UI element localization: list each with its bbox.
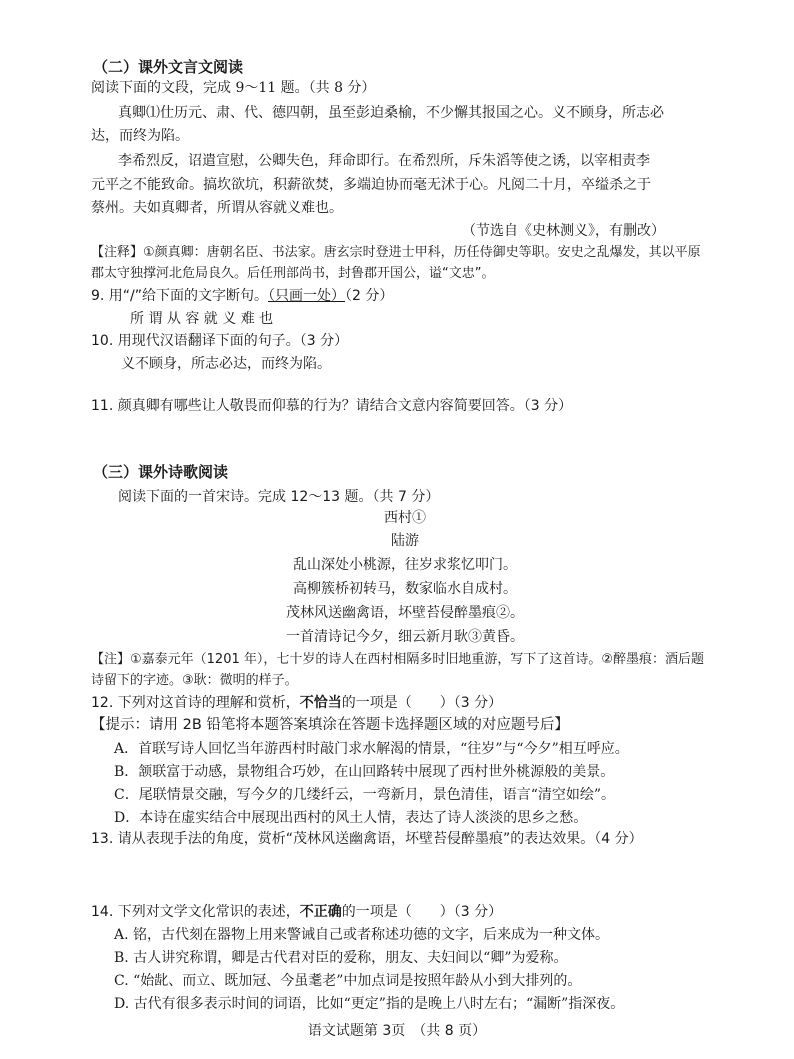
passage-line: 达，而终为陷。 (91, 128, 189, 144)
question-10: 10. 用现代汉语翻译下面的句子。（3 分） (91, 333, 349, 349)
poem-note-line: 诗留下的字迹。③耿：微明的样子。 (91, 673, 298, 688)
poem-line: 茂林风送幽禽语，坏壁苔侵醉墨痕②。 (286, 605, 524, 621)
question-14-emphasis: 不正确 (299, 904, 342, 920)
passage-line: 李希烈反，诏遣宣慰，公卿失色，拜命即行。在希烈所，斥朱滔等使之诱，以宰相责李 (118, 153, 650, 169)
annotation-line: 【注释】①颜真卿：唐朝名臣、书法家。唐玄宗时登进士甲科，历任侍御史等职。安史之乱爆发，其以平原 (91, 245, 701, 260)
answer-hint: 【提示：请用 2B 铅笔将本题答案填涂在答题卡选择题区域的对应题号后】 (91, 717, 569, 733)
question-14-option: D. 古代有很多表示时间的词语，比如“更定”指的是晚上八时左右；“漏断”指深夜。 (114, 996, 625, 1012)
question-11: 11. 颜真卿有哪些让人敬畏而仰慕的行为？请结合文意内容简要回答。（3 分） (91, 398, 573, 414)
question-9 (91, 287, 393, 305)
question-12-option: D．本诗在虚实结合中展现出西村的风土人情，表达了诗人淡淡的思乡之愁。 (114, 810, 588, 826)
question-12-option: B．颔联富于动感，景物组合巧妙，在山回路转中展现了西村世外桃源般的美景。 (114, 764, 615, 780)
question-14-text: 14. 下列对文学文化常识的表述， (91, 904, 300, 920)
question-14 (91, 903, 502, 921)
question-10-sentence: 义不顾身，所志必达，而终为陷。 (121, 356, 331, 372)
page-footer: 语文试题第 3页 （共 8 页） (307, 1023, 487, 1039)
annotation-line: 郡太守独撑河北危局良久。后任刑部尚书，封鲁郡开国公，谥“文忠”。 (91, 266, 495, 281)
question-12-option: A．首联写诗人回忆当年游西村时敲门求水解渴的情景，“往岁”与“今夕”相互呼应。 (114, 741, 629, 757)
passage-line: 元平之不能致命。搞坎欲坑，积薪欲焚，多端迫协而毫无沭于心。凡阅二十月，卒缢杀之于 (91, 177, 651, 193)
section2-instructions: 阅读下面的文段，完成 9～11 题。（共 8 分） (91, 80, 376, 96)
question-12-text-end: 的一项是（ ）（3 分） (341, 695, 503, 711)
section2-heading: （二）课外文言文阅读 (93, 58, 244, 76)
poem-line: 乱山深处小桃源，往岁求浆忆叩门。 (293, 557, 517, 573)
question-12-emphasis: 不恰当 (299, 695, 342, 711)
question-12-option: C．尾联情景交融，写今夕的几缕纤云，一弯新月，景色清佳，语言“清空如绘”。 (114, 787, 616, 803)
question-13: 13. 请从表现手法的角度，赏析“茂林风送幽禽语，坏壁苔侵醉墨痕”的表达效果。（4 分） (91, 831, 643, 847)
question-14-text-end: 的一项是（ ）（3 分） (341, 904, 503, 920)
question-9-emphasis: （只画一处） (268, 288, 346, 304)
section3-heading: （三）课外诗歌阅读 (93, 463, 229, 481)
passage-line: 蔡州。夫如真卿者，所谓从容就义难也。 (91, 200, 343, 216)
question-12-text: 12. 下列对这首诗的理解和赏析， (91, 695, 300, 711)
passage-source: （节选自《史林测义》，有删改） (462, 223, 665, 239)
question-14-option: B. 古人讲究称谓，卿是古代君对臣的爱称，朋友、夫妇间以“卿”为爱称。 (114, 950, 568, 966)
poem-title: 西村① (384, 510, 426, 526)
poem-note-line: 【注】①嘉泰元年（1201 年），七十岁的诗人在西村相隔多时旧地重游，写下了这首诗。②醉墨痕：酒后题 (91, 652, 705, 667)
poem-line: 一首清诗记今夕，细云新月耿③黄昏。 (286, 629, 524, 645)
question-9-sentence: 所 谓 从 容 就 义 难 也 (130, 311, 274, 327)
question-9-text: 9. 用“/”给下面的文字断句。 (91, 288, 269, 304)
question-14-option: A. 铭，古代刻在器物上用来警诫自己或者称述功德的文字，后来成为一种文体。 (114, 927, 610, 943)
section3-instructions: 阅读下面的一首宋诗。完成 12～13 题。（共 7 分） (118, 489, 440, 505)
question-14-option: C. “始龀、而立、既加冠、今虽耄老”中加点词是按照年龄从小到大排列的。 (114, 973, 582, 989)
poem-line: 高柳簇桥初转马，数家临水自成村。 (293, 581, 517, 597)
question-12 (91, 694, 502, 712)
passage-line: 真卿⑴仕历元、肃、代、德四朝，虽至彭迫桑榆，不少懈其报国之心。义不顾身，所志必 (118, 105, 664, 121)
question-9-score: （2 分） (345, 288, 394, 304)
poem-author: 陆游 (391, 533, 419, 549)
